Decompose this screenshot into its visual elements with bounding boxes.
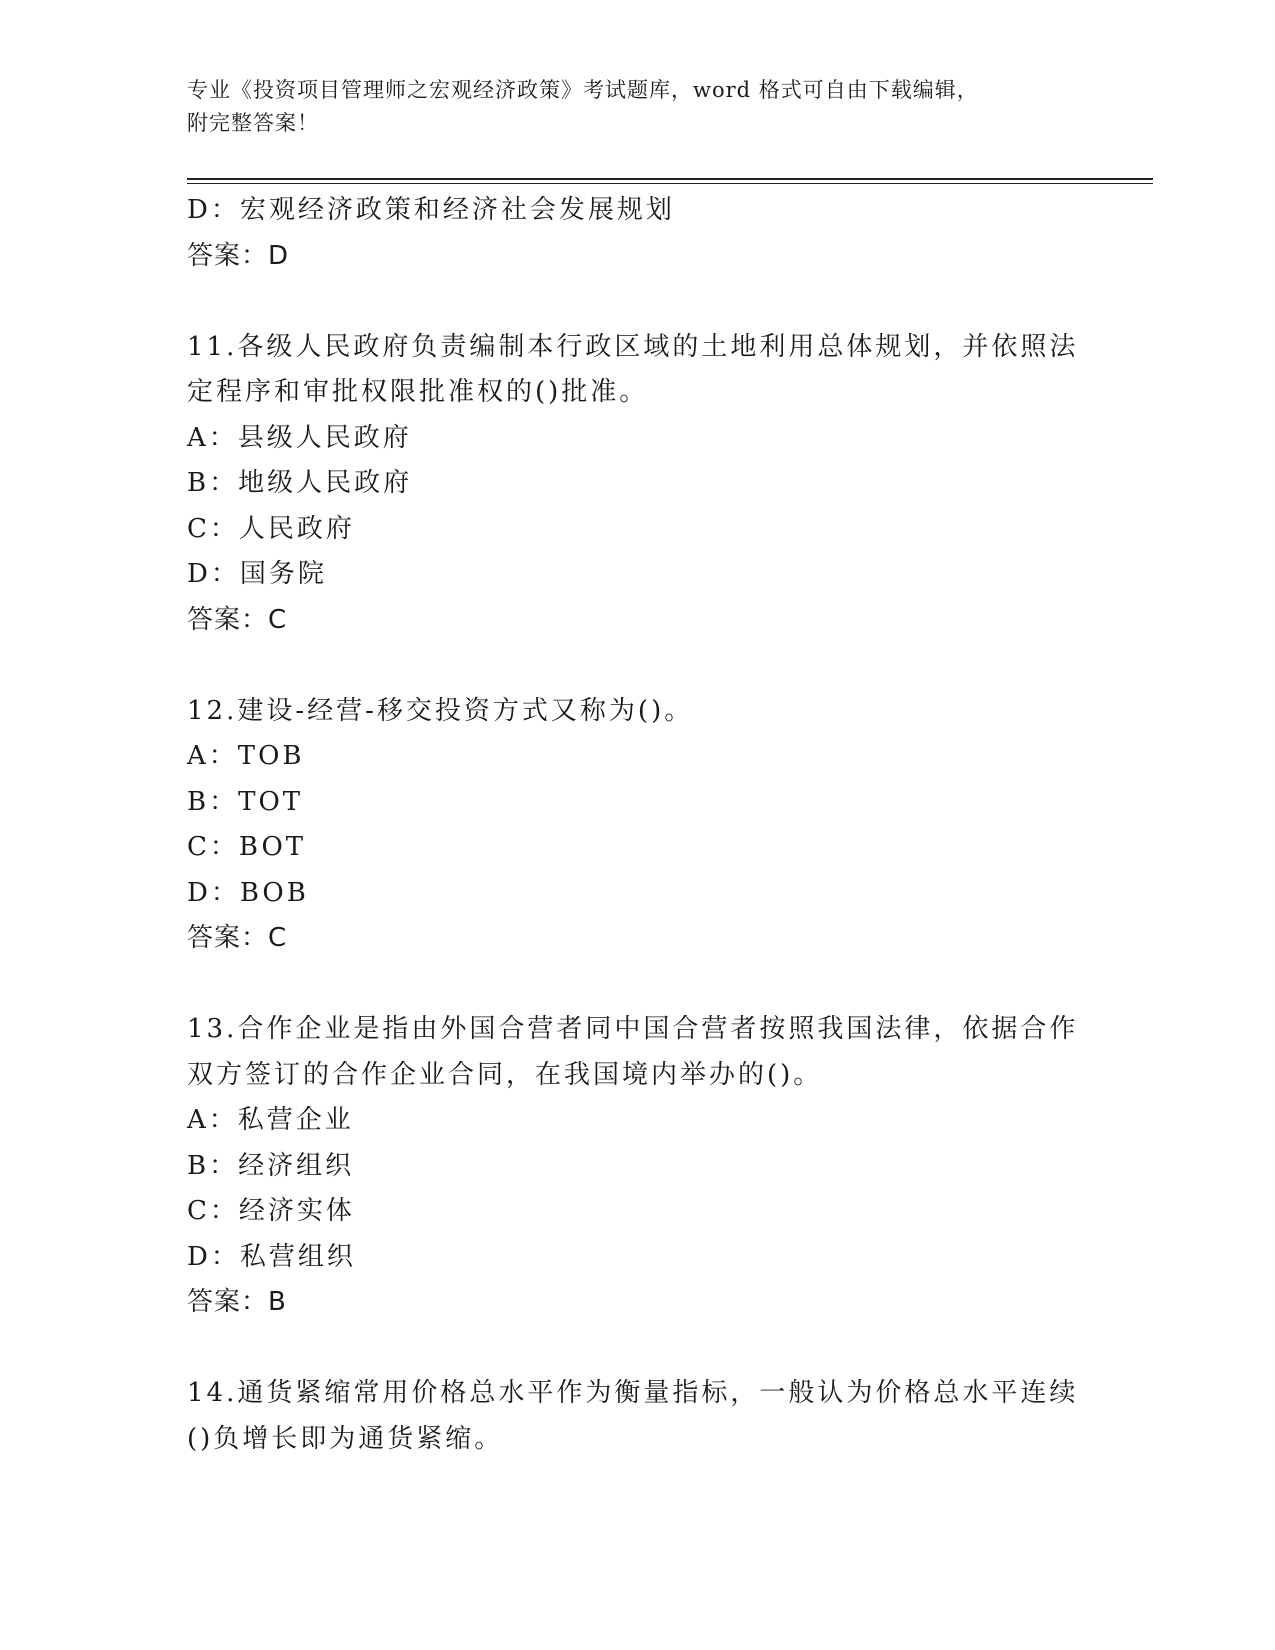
option-b: B：地级人民政府 (187, 468, 413, 498)
question-stem: 双方签订的合作企业合同，在我国境内举办的()。 (187, 1059, 823, 1090)
option-c: C：经济实体 (187, 1196, 355, 1226)
option-d: D：国务院 (187, 559, 327, 589)
answer: 答案：B (187, 1287, 287, 1317)
question-stem: 11.各级人民政府负责编制本行政区域的土地利用总体规划，并依照法 (187, 331, 1079, 362)
answer: 答案：C (187, 604, 288, 635)
answer: 答案：C (187, 923, 288, 953)
option-a: A：私营企业 (187, 1105, 354, 1135)
previous-question-tail (187, 188, 1087, 279)
question-13 (187, 1007, 1087, 1326)
spacer (187, 279, 1087, 325)
option-d: D：私营组织 (187, 1241, 356, 1272)
question-stem: 13.合作企业是指由外国合营者同中国合营者按照我国法律，依据合作 (187, 1014, 1079, 1044)
header-line-2: 附完整答案！ (187, 111, 319, 135)
document-header (187, 74, 1087, 140)
spacer (187, 962, 1087, 1008)
option-a: A：县级人民政府 (187, 422, 412, 453)
option-b: B：经济组织 (187, 1150, 355, 1181)
question-stem: 定程序和审批权限批准权的()批准。 (187, 377, 649, 407)
question-stem: 14.通货紧缩常用价格总水平作为衡量指标，一般认为价格总水平连续 (187, 1378, 1079, 1408)
option-d: D：宏观经济政策和经济社会发展规划 (187, 195, 675, 225)
question-14 (187, 1371, 1087, 1462)
answer: 答案：D (187, 240, 290, 271)
option-a: A：TOB (187, 741, 305, 771)
question-12 (187, 689, 1087, 962)
question-stem: 12.建设-经营-移交投资方式又称为()。 (187, 695, 694, 726)
header-divider-thick (187, 178, 1153, 180)
header-line-1: 专业《投资项目管理师之宏观经济政策》考试题库，word 格式可自由下载编辑， (187, 78, 979, 102)
question-list (187, 188, 1087, 1462)
header-divider-thin (187, 183, 1153, 184)
spacer (187, 643, 1087, 689)
question-stem: ()负增长即为通货紧缩。 (187, 1423, 504, 1454)
option-c: C：BOT (187, 832, 307, 862)
option-b: B：TOT (187, 786, 304, 817)
question-11 (187, 325, 1087, 644)
option-c: C：人民政府 (187, 513, 355, 544)
spacer (187, 1326, 1087, 1372)
option-d: D：BOB (187, 877, 309, 908)
